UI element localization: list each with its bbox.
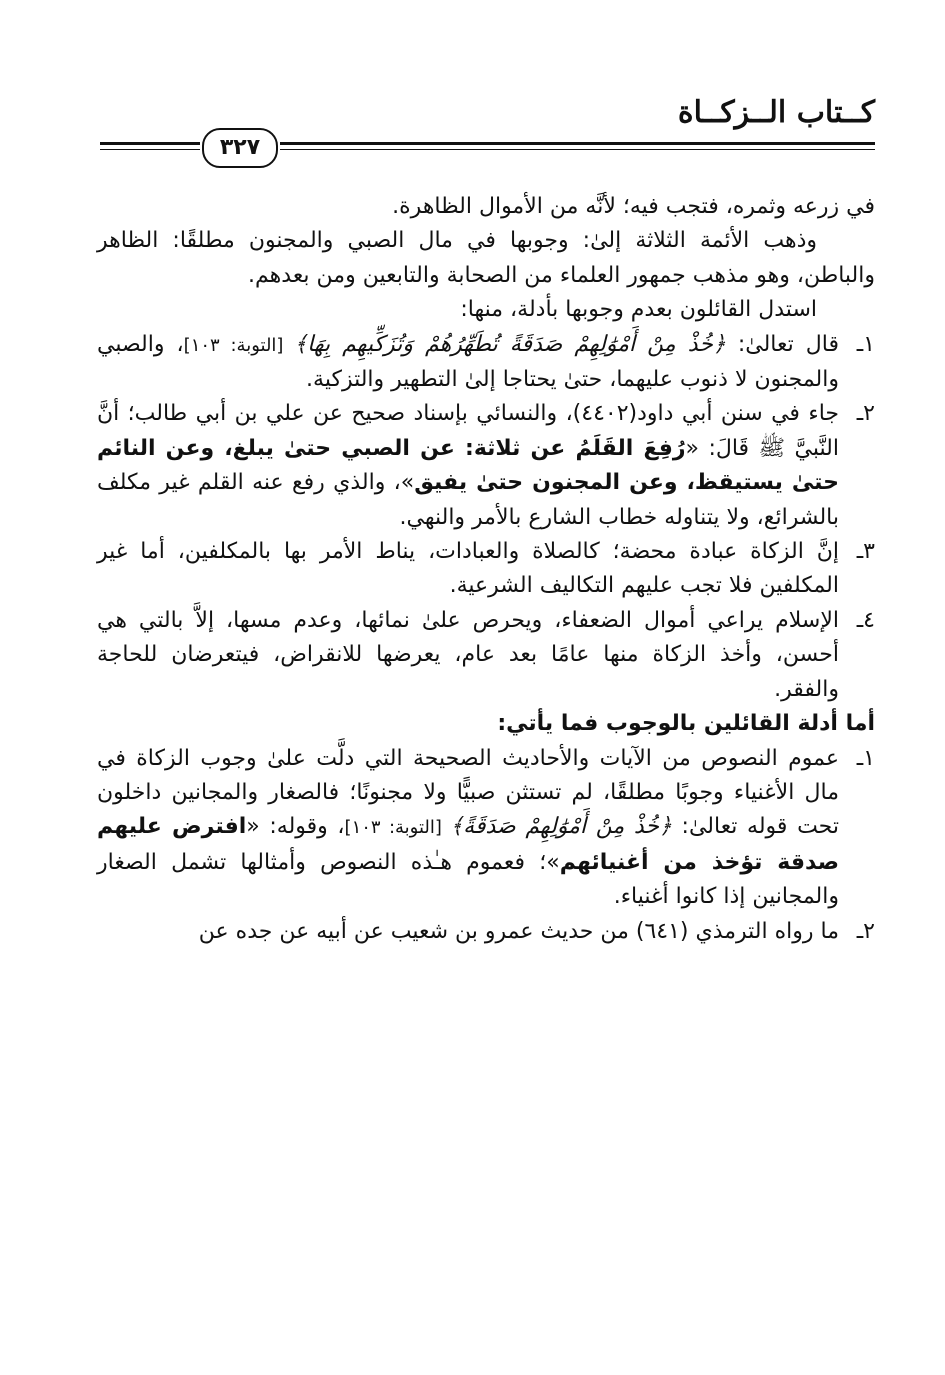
paragraph-2: وذهب الأئمة الثلاثة إلىٰ: وجوبها في مال الصبي والمجنون مطلقًا: الظاهر والباطن، وهو مذهب جمهور العلماء من الصحابة والتابعين ومن بعدهم. bbox=[97, 228, 875, 288]
item-text: »؛ فعموم هـٰذه النصوص وأمثالها تشمل الصغار والمجانين إذا كانوا أغنياء. bbox=[97, 849, 839, 910]
list1-item-4 bbox=[97, 604, 875, 707]
item-text: ، والصبي والمجنون لا ذنوب عليهما، حتىٰ يحتاجا إلىٰ التطهير والتزكية. bbox=[97, 331, 839, 393]
list-number: ٢ـ bbox=[856, 918, 875, 944]
item-text: »، والذي رفع عنه القلم غير مكلف بالشرائع، ولا يتناوله خطاب الشارع بالأمر والنهي. bbox=[97, 470, 839, 530]
section-heading: أما أدلة القائلين بالوجوب فما يأتي: bbox=[497, 711, 875, 737]
header-rule-left bbox=[100, 142, 200, 145]
list1-item-2 bbox=[97, 397, 875, 535]
list1-item-1 bbox=[97, 328, 875, 398]
header-rule-left-thin bbox=[100, 149, 200, 150]
item-text: قال تعالىٰ: bbox=[725, 331, 839, 357]
body-text bbox=[97, 190, 875, 949]
list2-item-2 bbox=[97, 915, 875, 949]
list2-item-1 bbox=[97, 742, 875, 915]
item-text: إنَّ الزكاة عبادة محضة؛ كالصلاة والعبادات، يناط الأمر بها بالمكلفين، أما غير المكلفين فلا تجب عليهم التكاليف الشرعية. bbox=[97, 539, 839, 599]
list-number: ٣ـ bbox=[856, 539, 875, 565]
quran-verse: ﴿خُذْ مِنْ أَمْوَٰلِهِمْ صَدَقَةً﴾ bbox=[450, 814, 672, 840]
running-title: كــتاب الــزكــاة bbox=[677, 95, 875, 130]
list-number: ١ـ bbox=[856, 745, 875, 771]
hadith-text: افترض عليهم صدقة تؤخذ من أغنيائهم bbox=[97, 814, 839, 875]
quran-verse: ﴿خُذْ مِنْ أَمْوَٰلِهِمْ صَدَقَةً تُطَهِّرُهُمْ وَتُزَكِّيهِم بِهَا﴾ bbox=[294, 331, 726, 357]
hadith-text: رُفِعَ القَلَمُ عن ثلاثة: عن الصبي حتىٰ يبلغ، وعن النائم حتىٰ يستيقظ، وعن المجنون حتىٰ يفيق bbox=[97, 435, 839, 496]
item-text: ما رواه الترمذي (٦٤١) من حديث عمرو بن شعيب عن أبيه عن جده عن bbox=[198, 918, 839, 944]
header-rule-right-thin bbox=[280, 149, 875, 150]
item-text: عموم النصوص من الآيات والأحاديث الصحيحة التي دلَّت علىٰ وجوب الزكاة في مال الأغنياء وجوبًا مطلقًا، لم تستثن صبيًّا ولا مجنونًا؛ فالصغار والمجانين داخلون تحت قوله تعالىٰ: bbox=[97, 745, 839, 840]
list-number: ١ـ bbox=[856, 331, 875, 357]
header-rule-right bbox=[280, 142, 875, 145]
item-text: ، وقوله: « bbox=[246, 814, 345, 840]
verse-reference: [التوبة: ١٠٣] bbox=[344, 817, 451, 839]
verse-reference: [التوبة: ١٠٣] bbox=[183, 334, 295, 356]
page-number: ٣٢٧ bbox=[202, 128, 278, 168]
item-text: جاء في سنن أبي داود(٤٤٠٢)، والنسائي بإسناد صحيح عن علي بن أبي طالب؛ أنَّ النَّبيَّ ﷺ قَالَ: « bbox=[97, 401, 840, 461]
item-text: الإسلام يراعي أموال الضعفاء، ويحرص علىٰ نمائها، وعدم مسها، إلاَّ بالتي هي أحسن، وأخذ الزكاة منها عامًا بعد عام، يعرضها للانقراض، فيتعرضان للحاجة والفقر. bbox=[97, 607, 839, 702]
list1-item-3 bbox=[97, 535, 875, 604]
list-number: ٢ـ bbox=[856, 401, 875, 427]
list-number: ٤ـ bbox=[856, 607, 875, 633]
page-header bbox=[100, 95, 875, 165]
paragraph-1: في زرعه وثمره، فتجب فيه؛ لأنَّه من الأموال الظاهرة. bbox=[392, 194, 875, 219]
paragraph-3: استدل القائلون بعدم وجوبها بأدلة، منها: bbox=[460, 297, 817, 323]
